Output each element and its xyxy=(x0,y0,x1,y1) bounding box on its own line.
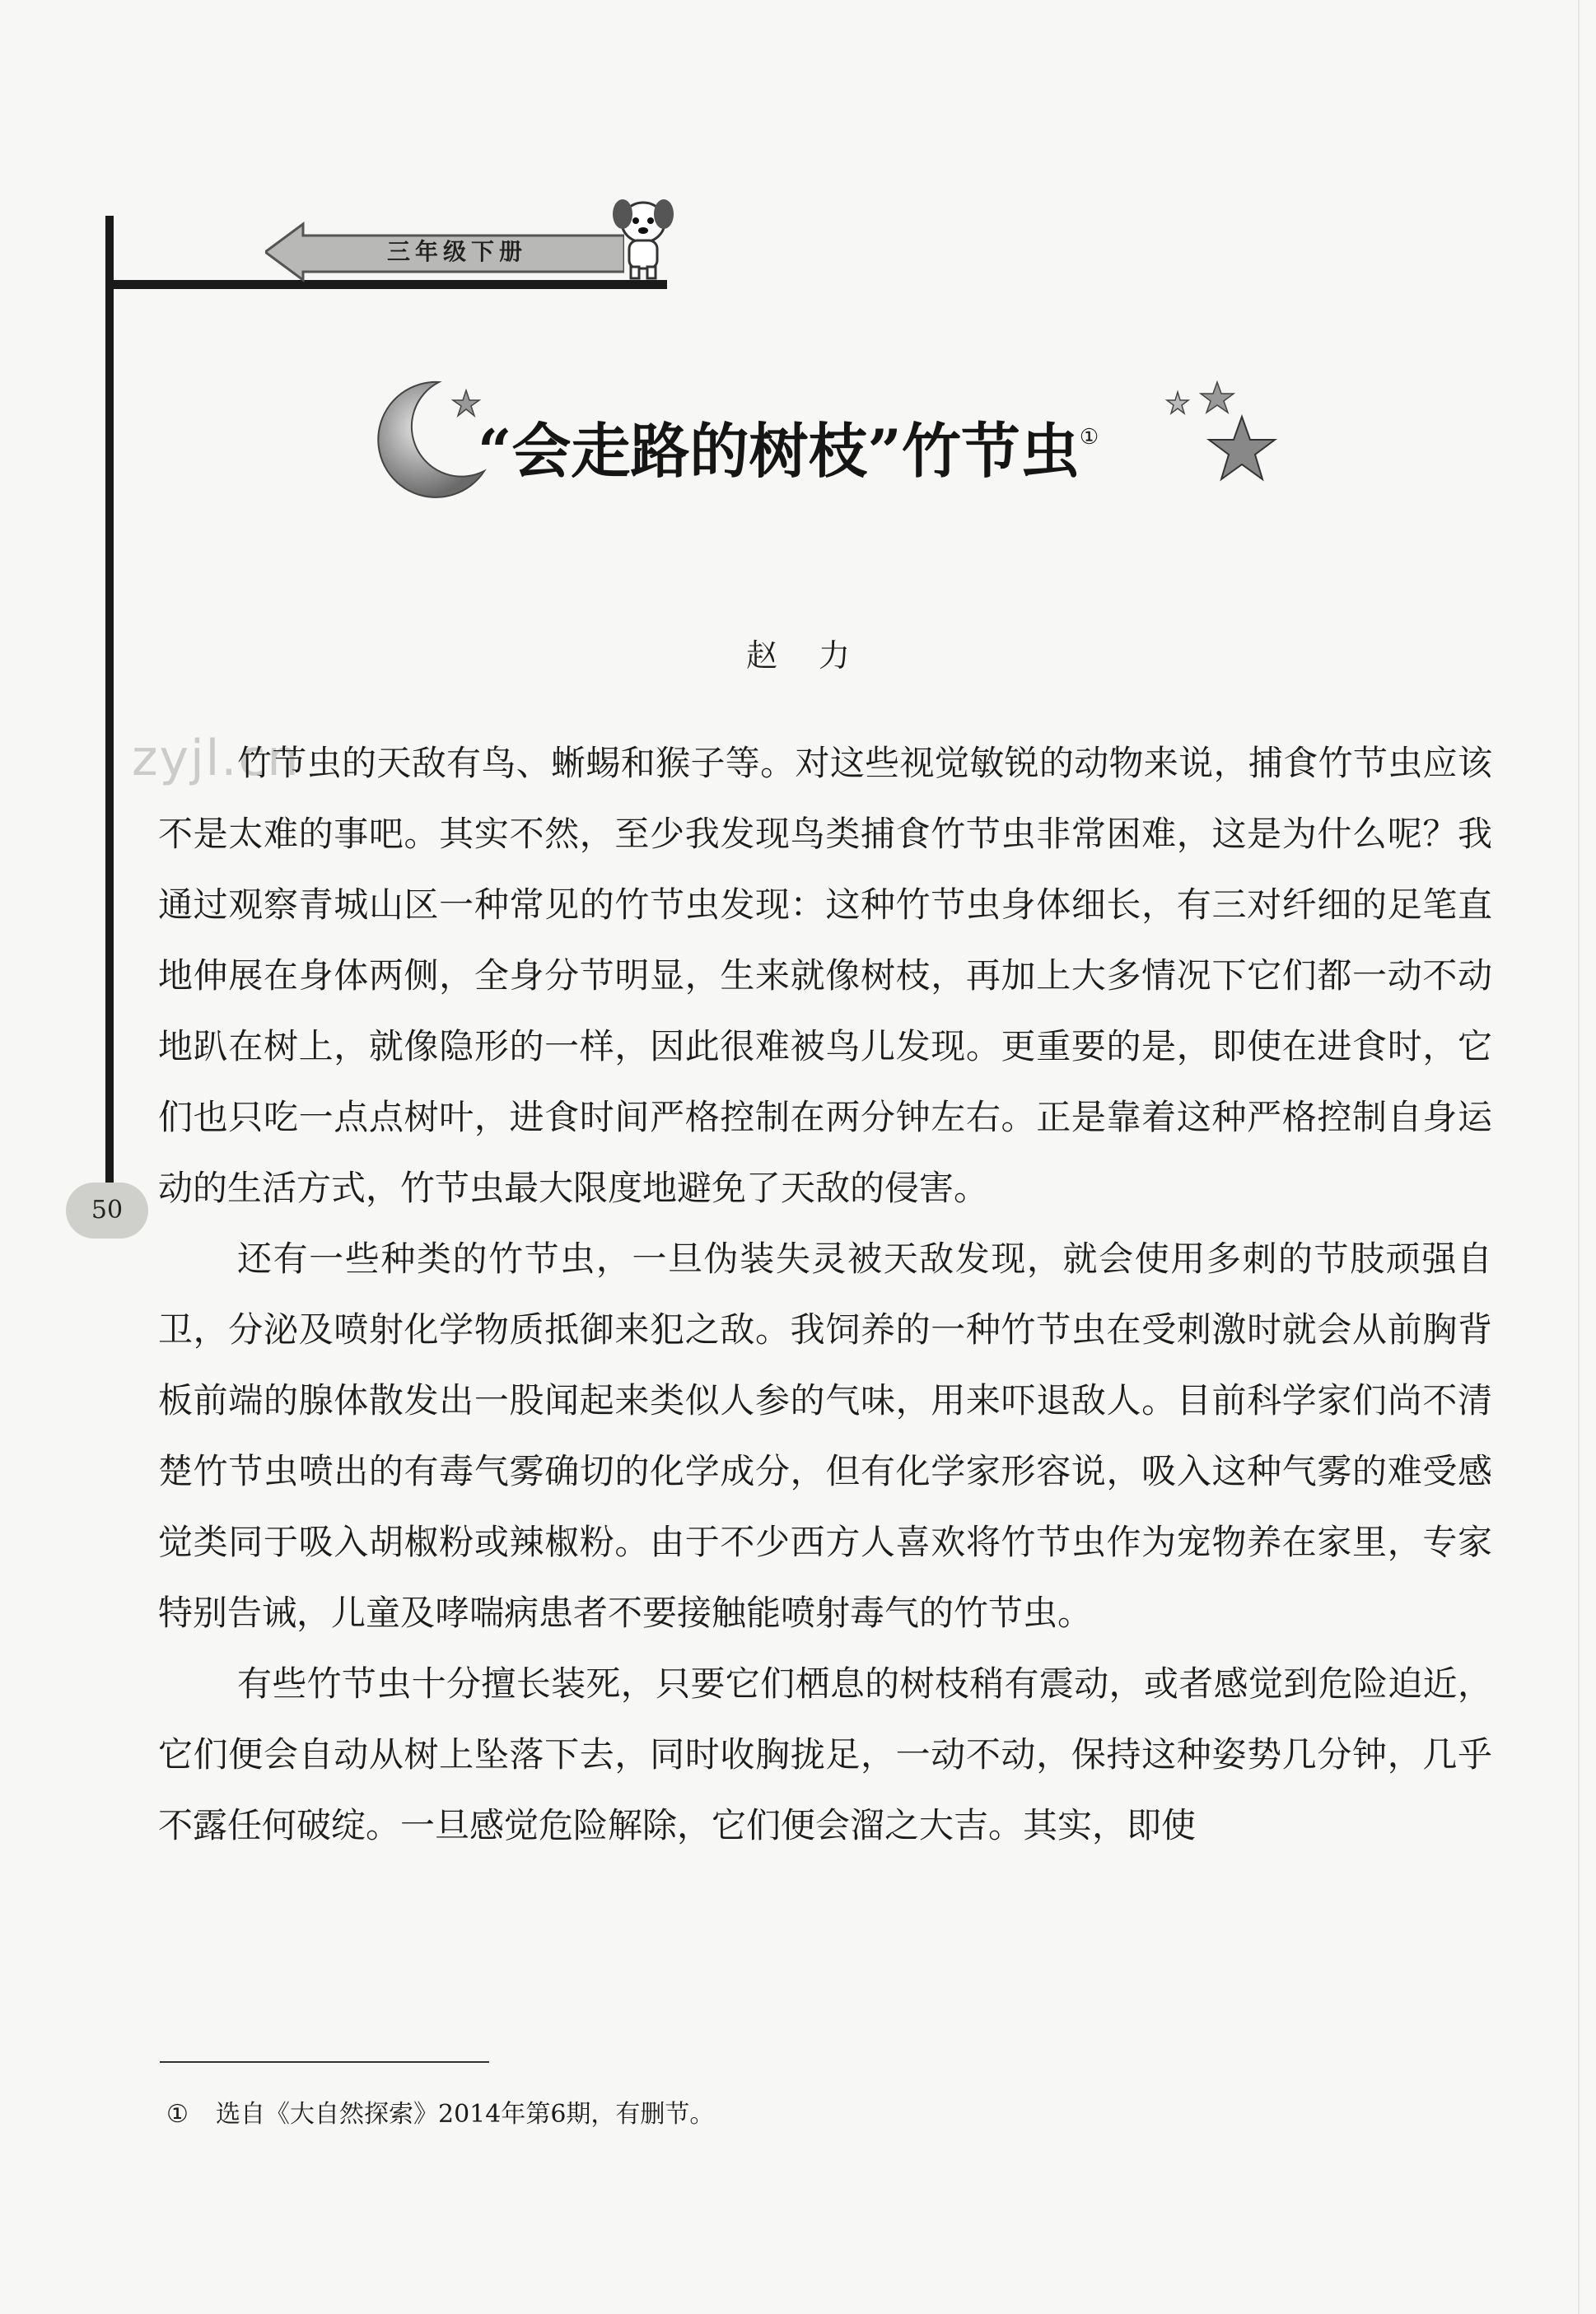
footnote xyxy=(166,2098,715,2131)
paragraph-3: 有些竹节虫十分擅长装死，只要它们栖息的树枝稍有震动，或者感觉到危险迫近，它们便会自动从树上坠落下去，同时收胸拢足，一动不动，保持这种姿势几分钟，几乎不露任何破绽。一旦感觉危险解除，它们便会溜之大吉。其实，即使 xyxy=(158,1663,1492,1845)
paragraph-1: 竹节虫的天敌有鸟、蜥蜴和猴子等。对这些视觉敏锐的动物来说，捕食竹节虫应该不是太难的事吧。其实不然，至少我发现鸟类捕食竹节虫非常困难，这是为什么呢？我通过观察青城山区一种常见的竹节虫发现：这种竹节虫身体细长，有三对纤细的足笔直地伸展在身体两侧，全身分节明显，生来就像树枝，再加上大多情况下它们都一动不动地趴在树上，就像隐形的一样，因此很难被鸟儿发现。更重要的是，即使在进食时，它们也只吃一点点树叶，进食时间严格控制在两分钟左右。正是靠着这种严格控制自身运动的生活方式，竹节虫最大限度地避免了天敌的侵害。 xyxy=(158,743,1492,1208)
stars-decoration-icon xyxy=(1145,376,1293,499)
grade-label: 三年级下册 xyxy=(386,238,527,265)
footnote-divider xyxy=(160,2061,489,2063)
article-title-text: “会走路的树枝”竹节虫 xyxy=(478,416,1080,486)
page-edge xyxy=(1578,0,1580,2314)
watermark: zyjl.cn xyxy=(132,730,301,787)
margin-vertical-bar xyxy=(105,216,114,1186)
author-name: 赵力 xyxy=(745,637,891,674)
footnote-text: 选自《大自然探索》2014年第6期，有删节。 xyxy=(216,2100,715,2129)
puppy-mascot-icon xyxy=(606,189,680,282)
title-footnote-mark: ① xyxy=(1079,425,1099,450)
paragraph-2: 还有一些种类的竹节虫，一旦伪装失灵被天敌发现，就会使用多刺的节肢顽强自卫，分泌及喷射化学物质抵御来犯之敌。我饲养的一种竹节虫在受刺激时就会从前胸背板前端的腺体散发出一股闻起来类似人参的气味，用来吓退敌人。目前科学家们尚不清楚竹节虫喷出的有毒气雾确切的化学成分，但有化学家形容说，吸入这种气雾的难受感觉类同于吸入胡椒粉或辣椒粉。由于不少西方人喜欢将竹节虫作为宠物养在家里，专家特别告诫，儿童及哮喘病患者不要接触能喷射毒气的竹节虫。 xyxy=(158,1239,1492,1633)
article-title xyxy=(478,400,1153,486)
page-number: 50 xyxy=(66,1183,148,1239)
footnote-mark: ① xyxy=(166,2100,189,2129)
article-body xyxy=(158,728,1492,1861)
crescent-moon-icon xyxy=(361,372,492,504)
